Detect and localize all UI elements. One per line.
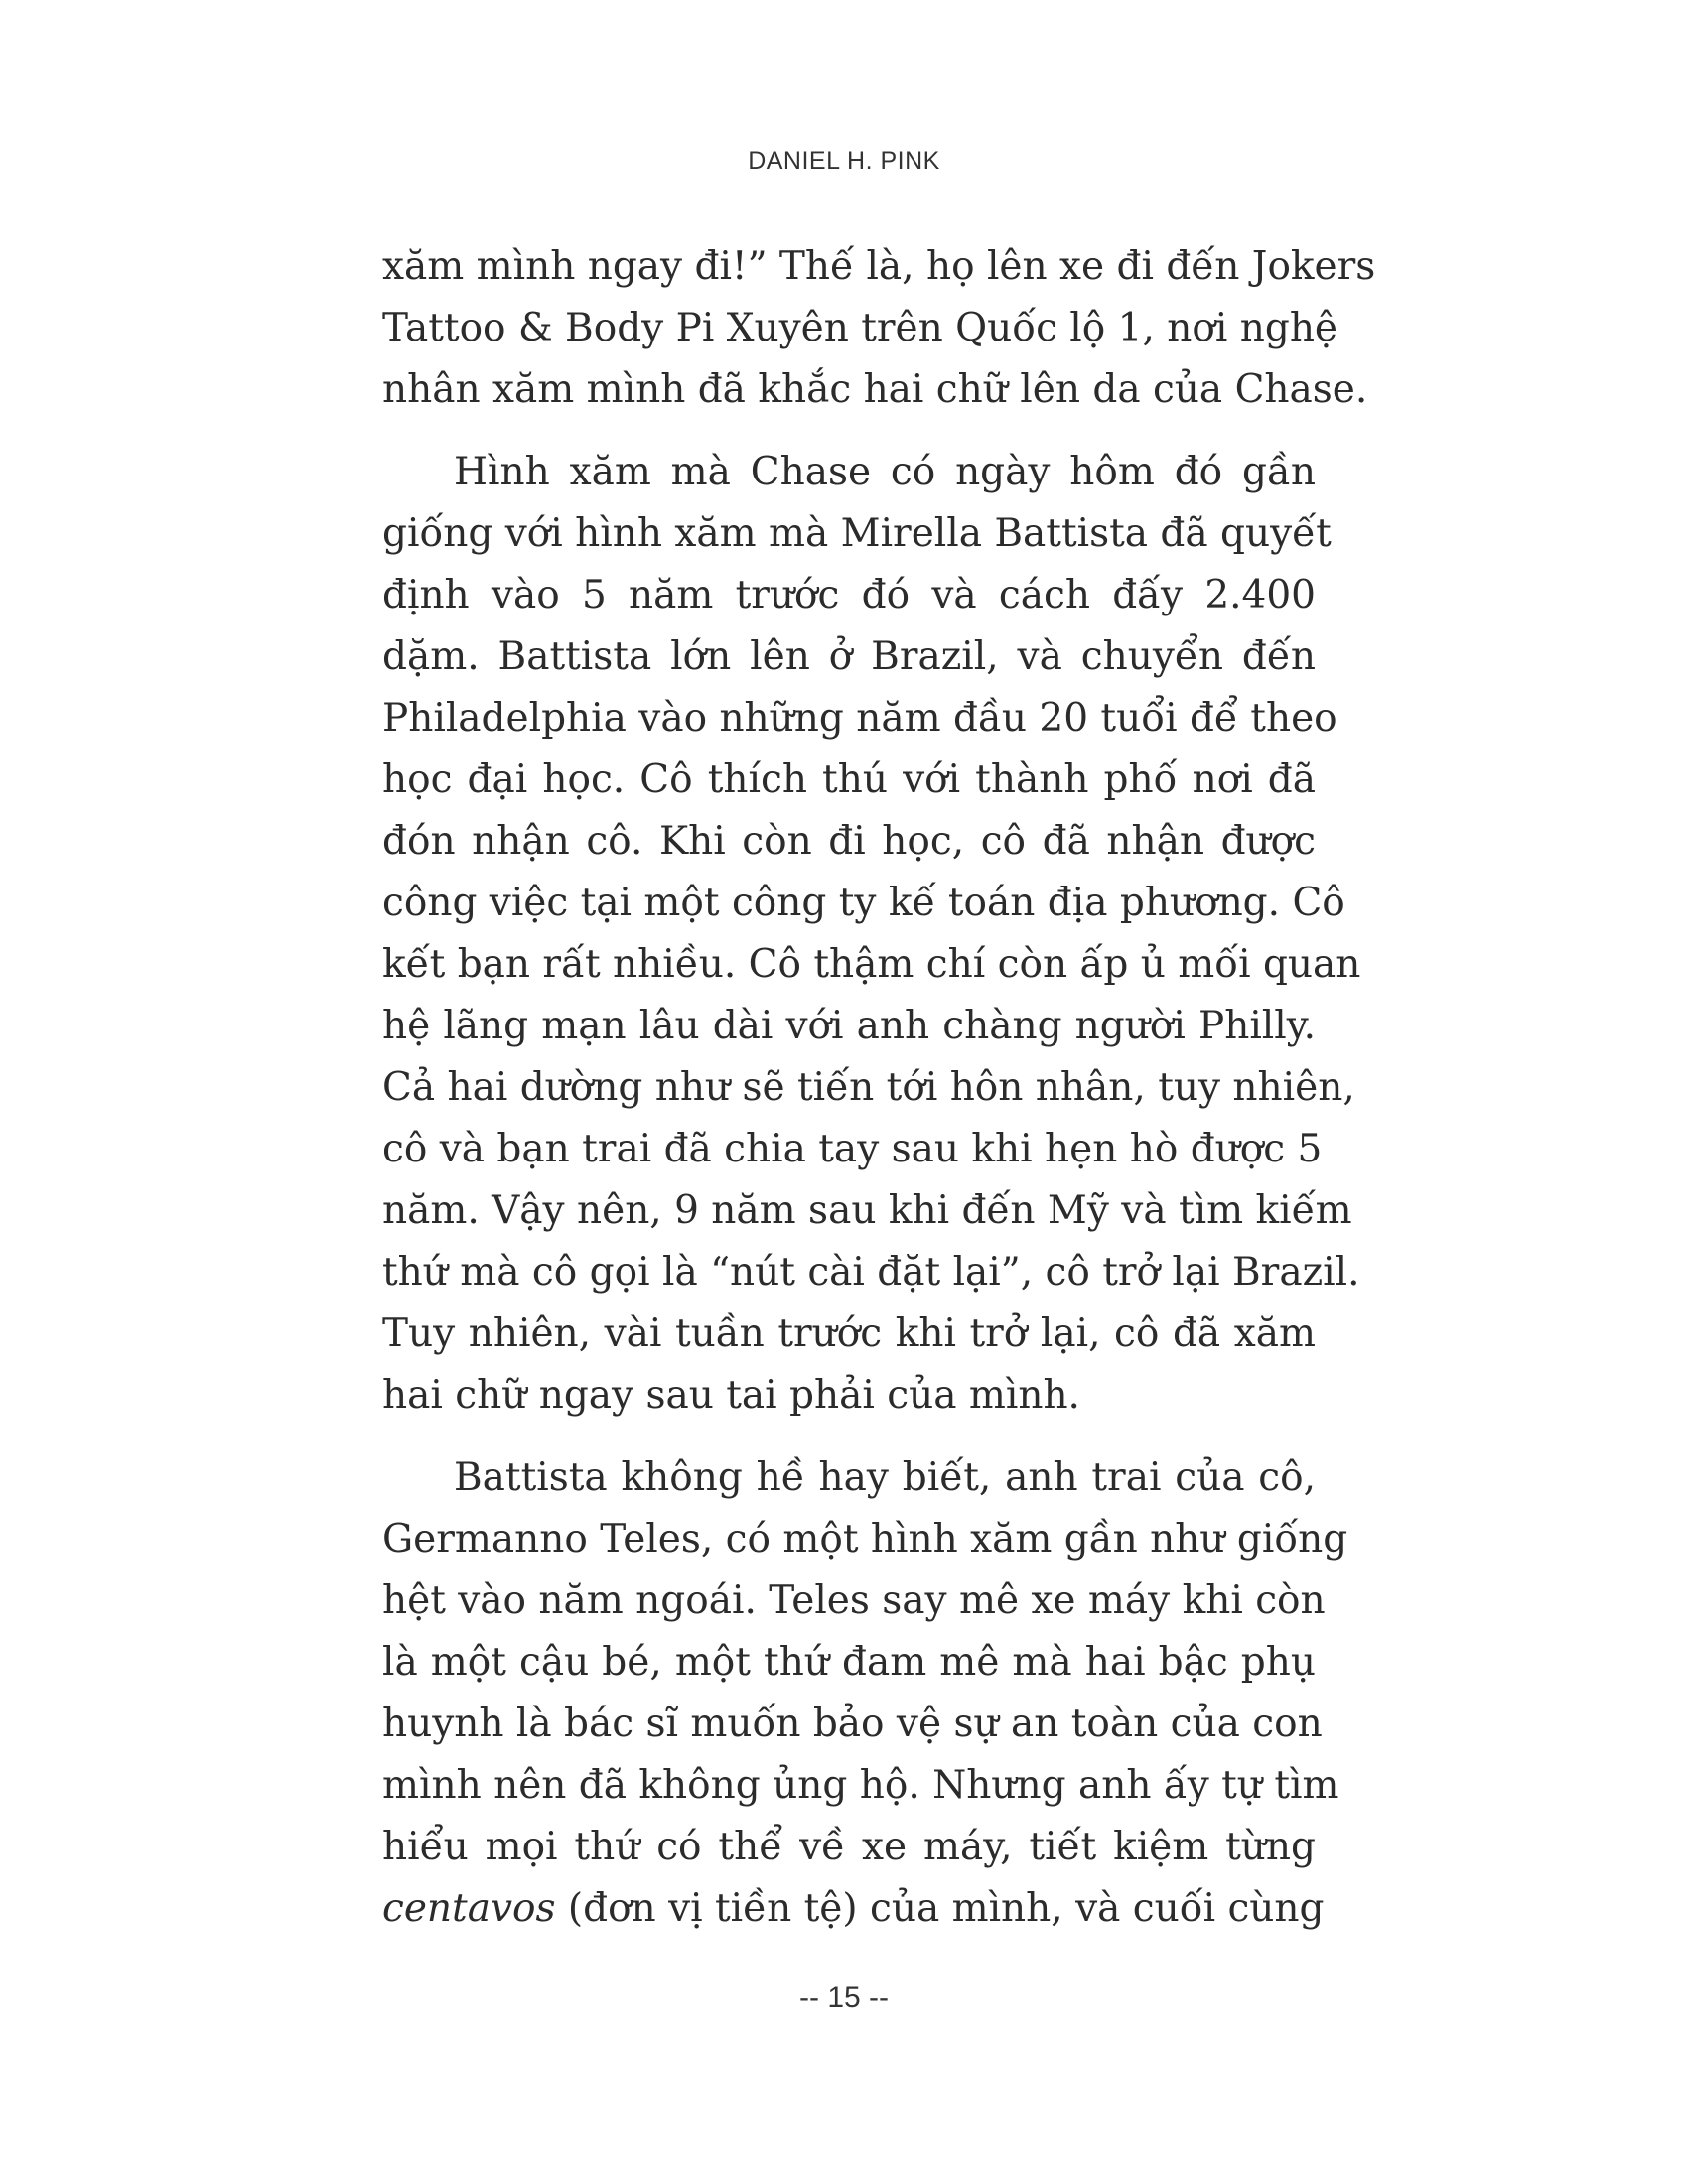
text-line: năm. Vậy nên, 9 năm sau khi đến Mỹ và tìm kiếm <box>382 1188 1352 1233</box>
text-line: hệt vào năm ngoái. Teles say mê xe máy khi còn <box>382 1578 1326 1623</box>
paragraph-3 <box>382 1447 1348 1940</box>
paragraph-2 <box>382 442 1361 1427</box>
body-text <box>382 236 1376 1940</box>
text-line: cô và bạn trai đã chia tay sau khi hẹn hò được 5 <box>382 1127 1323 1171</box>
text-line: công việc tại một công ty kế toán địa phương. Cô <box>382 881 1345 925</box>
text-line: Cả hai dường như sẽ tiến tới hôn nhân, tuy nhiên, <box>382 1065 1355 1110</box>
text-line: thứ mà cô gọi là “nút cài đặt lại”, cô trở lại Brazil. <box>382 1250 1360 1295</box>
text-line: hệ lãng mạn lâu dài với anh chàng người Philly. <box>382 1004 1316 1048</box>
text-line: giống với hình xăm mà Mirella Battista đã quyết <box>382 511 1332 556</box>
text-line: Germanno Teles, có một hình xăm gần như giống <box>382 1517 1348 1562</box>
text-line: đón nhận cô. Khi còn đi học, cô đã nhận được <box>382 819 1316 864</box>
text-line: Tattoo & Body Pi Xuyên trên Quốc lộ 1, nơi nghệ <box>382 306 1338 350</box>
text-line: mình nên đã không ủng hộ. Nhưng anh ấy tự tìm <box>382 1763 1339 1808</box>
italic-term: centavos <box>382 1886 556 1931</box>
text-line: Tuy nhiên, vài tuần trước khi trở lại, cô đã xăm <box>382 1311 1316 1356</box>
text-line: hiểu mọi thứ có thể về xe máy, tiết kiệm từng <box>382 1825 1316 1869</box>
text-line: học đại học. Cô thích thú với thành phố nơi đã <box>382 757 1316 802</box>
page-number: -- 15 -- <box>799 1981 889 2014</box>
text-line: hai chữ ngay sau tai phải của mình. <box>382 1373 1080 1418</box>
text-line: huynh là bác sĩ muốn bảo vệ sự an toàn của con <box>382 1702 1323 1746</box>
paragraph-1 <box>382 236 1376 421</box>
text-line: Battista không hề hay biết, anh trai của cô, <box>454 1455 1316 1500</box>
text-line: Philadelphia vào những năm đầu 20 tuổi để theo <box>382 696 1337 741</box>
text-line: là một cậu bé, một thứ đam mê mà hai bậc phụ <box>382 1640 1316 1685</box>
text-line: dặm. Battista lớn lên ở Brazil, và chuyển đến <box>382 634 1316 679</box>
text-line: Hình xăm mà Chase có ngày hôm đó gần <box>454 450 1316 494</box>
text-line: nhân xăm mình đã khắc hai chữ lên da của Chase. <box>382 367 1368 412</box>
text-line: kết bạn rất nhiều. Cô thậm chí còn ấp ủ mối quan <box>382 942 1361 987</box>
running-header-author: DANIEL H. PINK <box>748 147 940 175</box>
text-line: định vào 5 năm trước đó và cách đấy 2.400 <box>382 573 1316 617</box>
text-line-rest: (đơn vị tiền tệ) của mình, và cuối cùng <box>555 1886 1325 1931</box>
text-line: xăm mình ngay đi!” Thế là, họ lên xe đi đến Jokers <box>382 244 1376 289</box>
text-line-mixed <box>382 1878 1325 1940</box>
